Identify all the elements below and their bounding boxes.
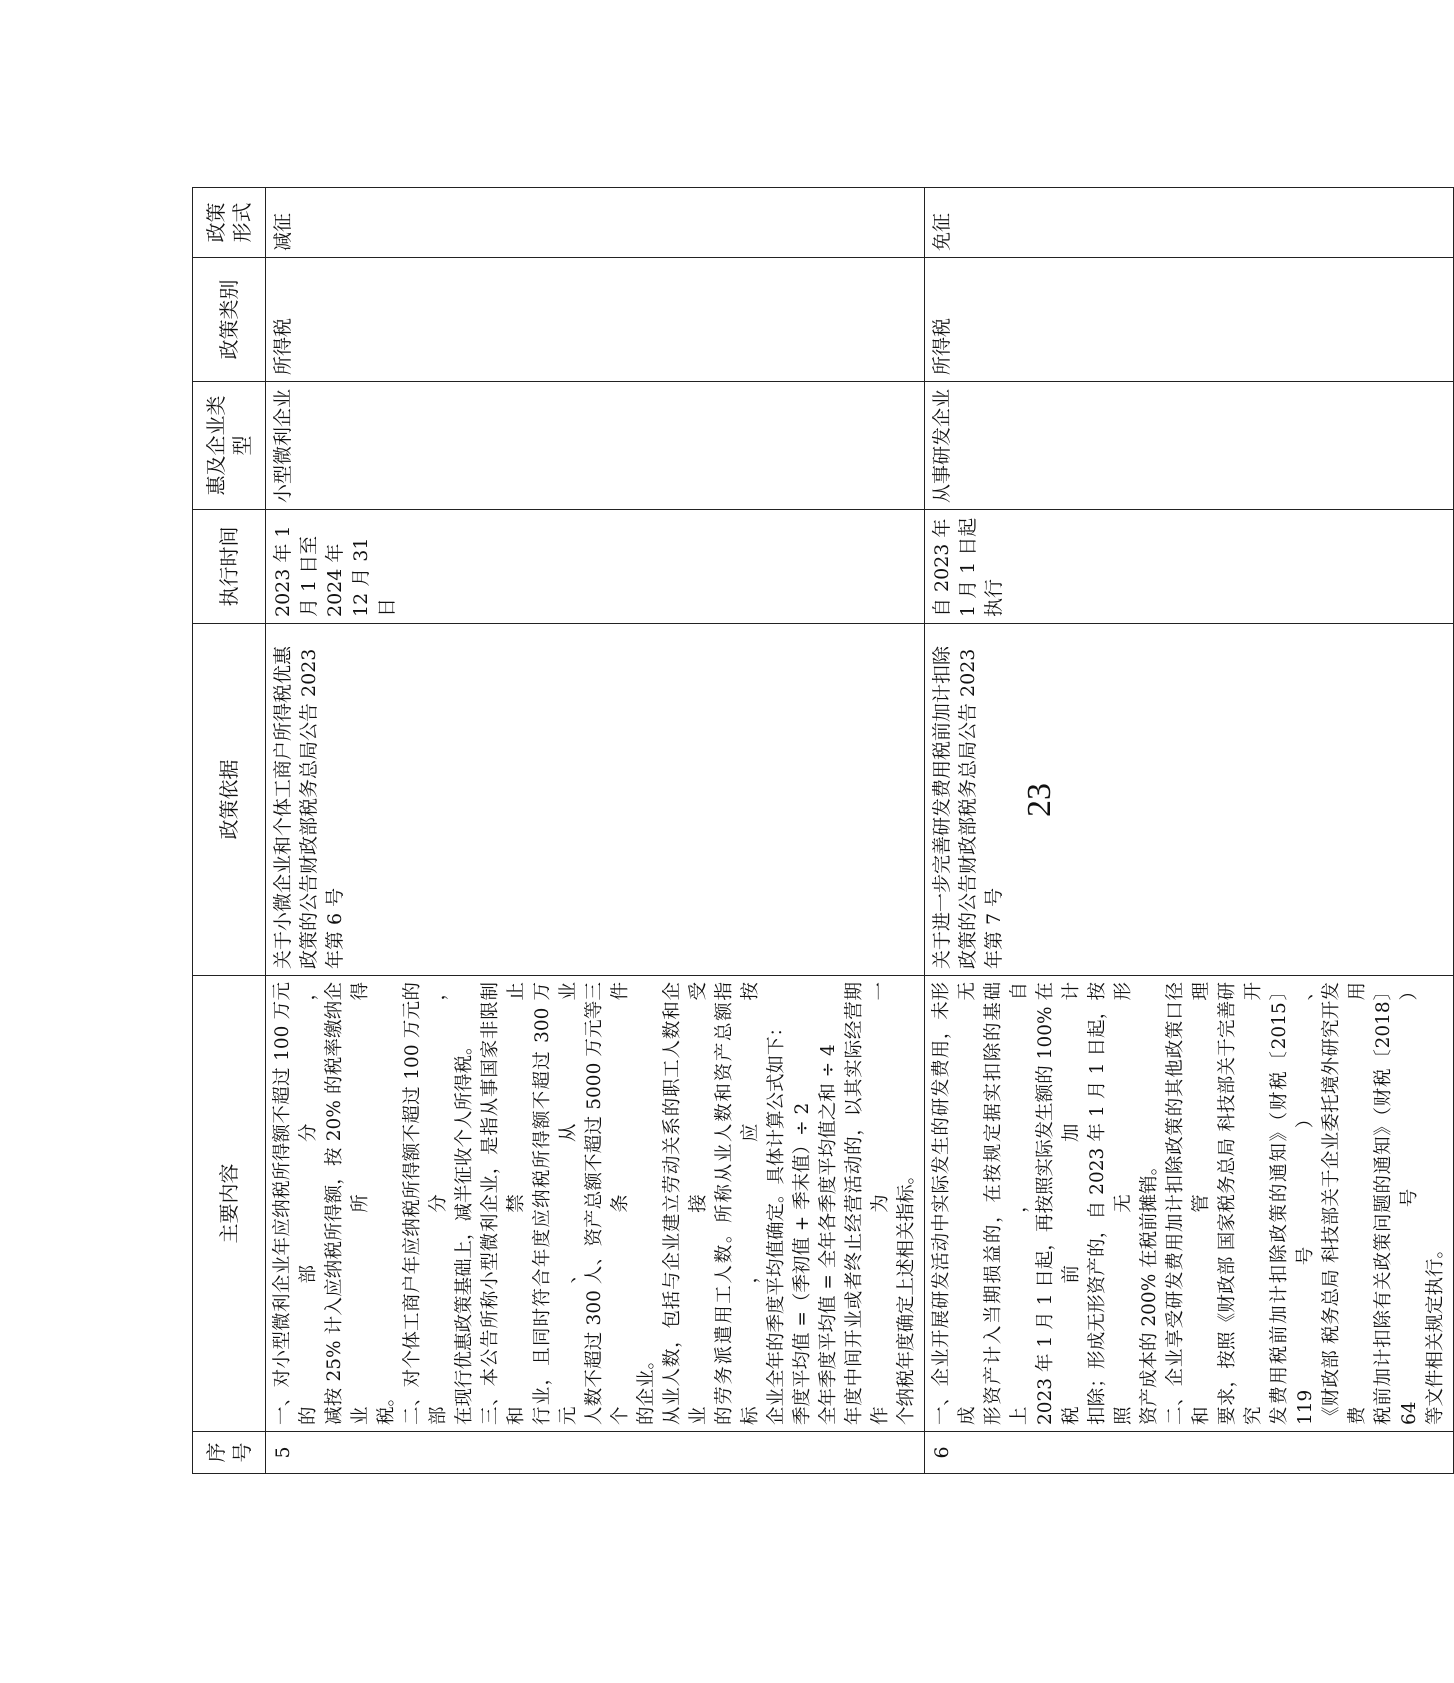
main-line: 二、对个体工商户年应纳税所得额不超过 100 万元的部分，: [402, 982, 449, 1425]
main-line: 的企业。: [636, 1350, 657, 1425]
main-line: 2023 年 1 月 1 日起，再按照实际发生额的 100% 在税前加计: [1035, 982, 1082, 1425]
main-line: 从业人数，包括与企业建立劳动关系的职工人数和企业接受: [662, 982, 709, 1425]
main-line: 扣除；形成无形资产的，自 2023 年 1 月 1 日起，按照无形: [1087, 982, 1134, 1425]
main-line: 形资产计入当期损益的，在按规定据实扣除的基础上，自: [983, 982, 1030, 1425]
main-line: 一、对小型微利企业年应纳税所得额不超过 100 万元的部分，: [272, 982, 319, 1425]
header-enterprise-type: 惠及企业类型: [193, 382, 266, 510]
row-policy-basis: 关于进一步完善研发费用税前加计扣除政策的公告财政部税务总局公告 2023 年第 7 号: [925, 624, 1454, 976]
main-line: 税前加计扣除有关政策问题的通知》（财税〔2018〕64 号）: [1373, 982, 1420, 1425]
header-policy-form: 政策形式: [193, 188, 266, 258]
row-enterprise-type: 小型微利企业: [266, 382, 925, 510]
main-line: 发费用税前加计扣除政策的通知》（财税〔2015〕119 号）、: [1269, 982, 1316, 1425]
header-main-content: 主要内容: [193, 976, 266, 1432]
main-line: 企业全年的季度平均值确定。具体计算公式如下：: [766, 1017, 787, 1425]
row-policy-category: 所得税: [925, 258, 1454, 382]
main-line: 人数不超过 300 人、资产总额不超过 5000 万元等三个条件: [584, 982, 631, 1425]
main-line: 在现行优惠政策基础上，减半征收个人所得税。: [454, 1036, 475, 1425]
main-line: 要求，按照《财政部 国家税务总局 科技部关于完善研究开: [1217, 982, 1264, 1425]
table-row: [925, 188, 1454, 1474]
main-line: 全年季度平均值 = 全年各季度平均值之和 ÷ 4: [818, 1044, 839, 1425]
main-line: 《财政部 税务总局 科技部关于企业委托境外研究开发费用: [1321, 982, 1368, 1425]
header-policy-basis: 政策依据: [193, 624, 266, 976]
row-policy-basis: 关于小微企业和个体工商户所得税优惠政策的公告财政部税务总局公告 2023 年第 6 号: [266, 624, 925, 976]
row-main-content: [266, 976, 925, 1432]
main-line: 减按 25% 计入应纳税所得额，按 20% 的税率缴纳企业所得: [324, 982, 371, 1425]
table-header-row: [193, 188, 266, 1474]
row-policy-category: 所得税: [266, 258, 925, 382]
header-policy-category: 政策类别: [193, 258, 266, 382]
page-number: 23: [1021, 783, 1058, 817]
table-row: [266, 188, 925, 1474]
main-line: 一、企业开展研发活动中实际发生的研发费用，未形成无: [931, 982, 978, 1425]
row-policy-form: 免征: [925, 188, 1454, 258]
row-execution-time: 自 2023 年 1 月 1 日起执行: [925, 510, 1454, 624]
policy-table: [192, 187, 1454, 1474]
rotated-table-wrapper: [192, 188, 1446, 1474]
main-line: 年度中间开业或者终止经营活动的，以其实际经营期作为一: [844, 982, 891, 1425]
main-line: 三、本公告所称小型微利企业，是指从事国家非限制和禁止: [480, 982, 527, 1425]
row-main-content: [925, 976, 1454, 1432]
main-line: 个纳税年度确定上述相关指标。: [896, 1165, 917, 1425]
row-enterprise-type: 从事研发企业: [925, 382, 1454, 510]
main-line: 季度平均值 =（季初值 + 季末值）÷ 2: [792, 1102, 813, 1425]
main-line: 二、企业享受研发费用加计扣除政策的其他政策口径和管理: [1165, 982, 1212, 1425]
header-seq: 序号: [193, 1432, 266, 1474]
main-line: 资产成本的 200% 在税前摊销。: [1139, 1156, 1160, 1425]
row-seq: 5: [266, 1432, 925, 1474]
main-line: 行业，且同时符合年度应纳税所得额不超过 300 万元、从业: [532, 982, 579, 1425]
main-line: 的劳务派遣用工人数。所称从业人数和资产总额指标，应按: [714, 982, 761, 1425]
row-policy-form: 减征: [266, 188, 925, 258]
main-line: 税。: [376, 1387, 397, 1425]
header-execution-time: 执行时间: [193, 510, 266, 624]
row-execution-time: 2023 年 1 月 1 日至 2024 年 12 月 31 日: [266, 510, 925, 624]
main-line: 等文件相关规定执行。: [1425, 1239, 1446, 1425]
row-seq: 6: [925, 1432, 1454, 1474]
